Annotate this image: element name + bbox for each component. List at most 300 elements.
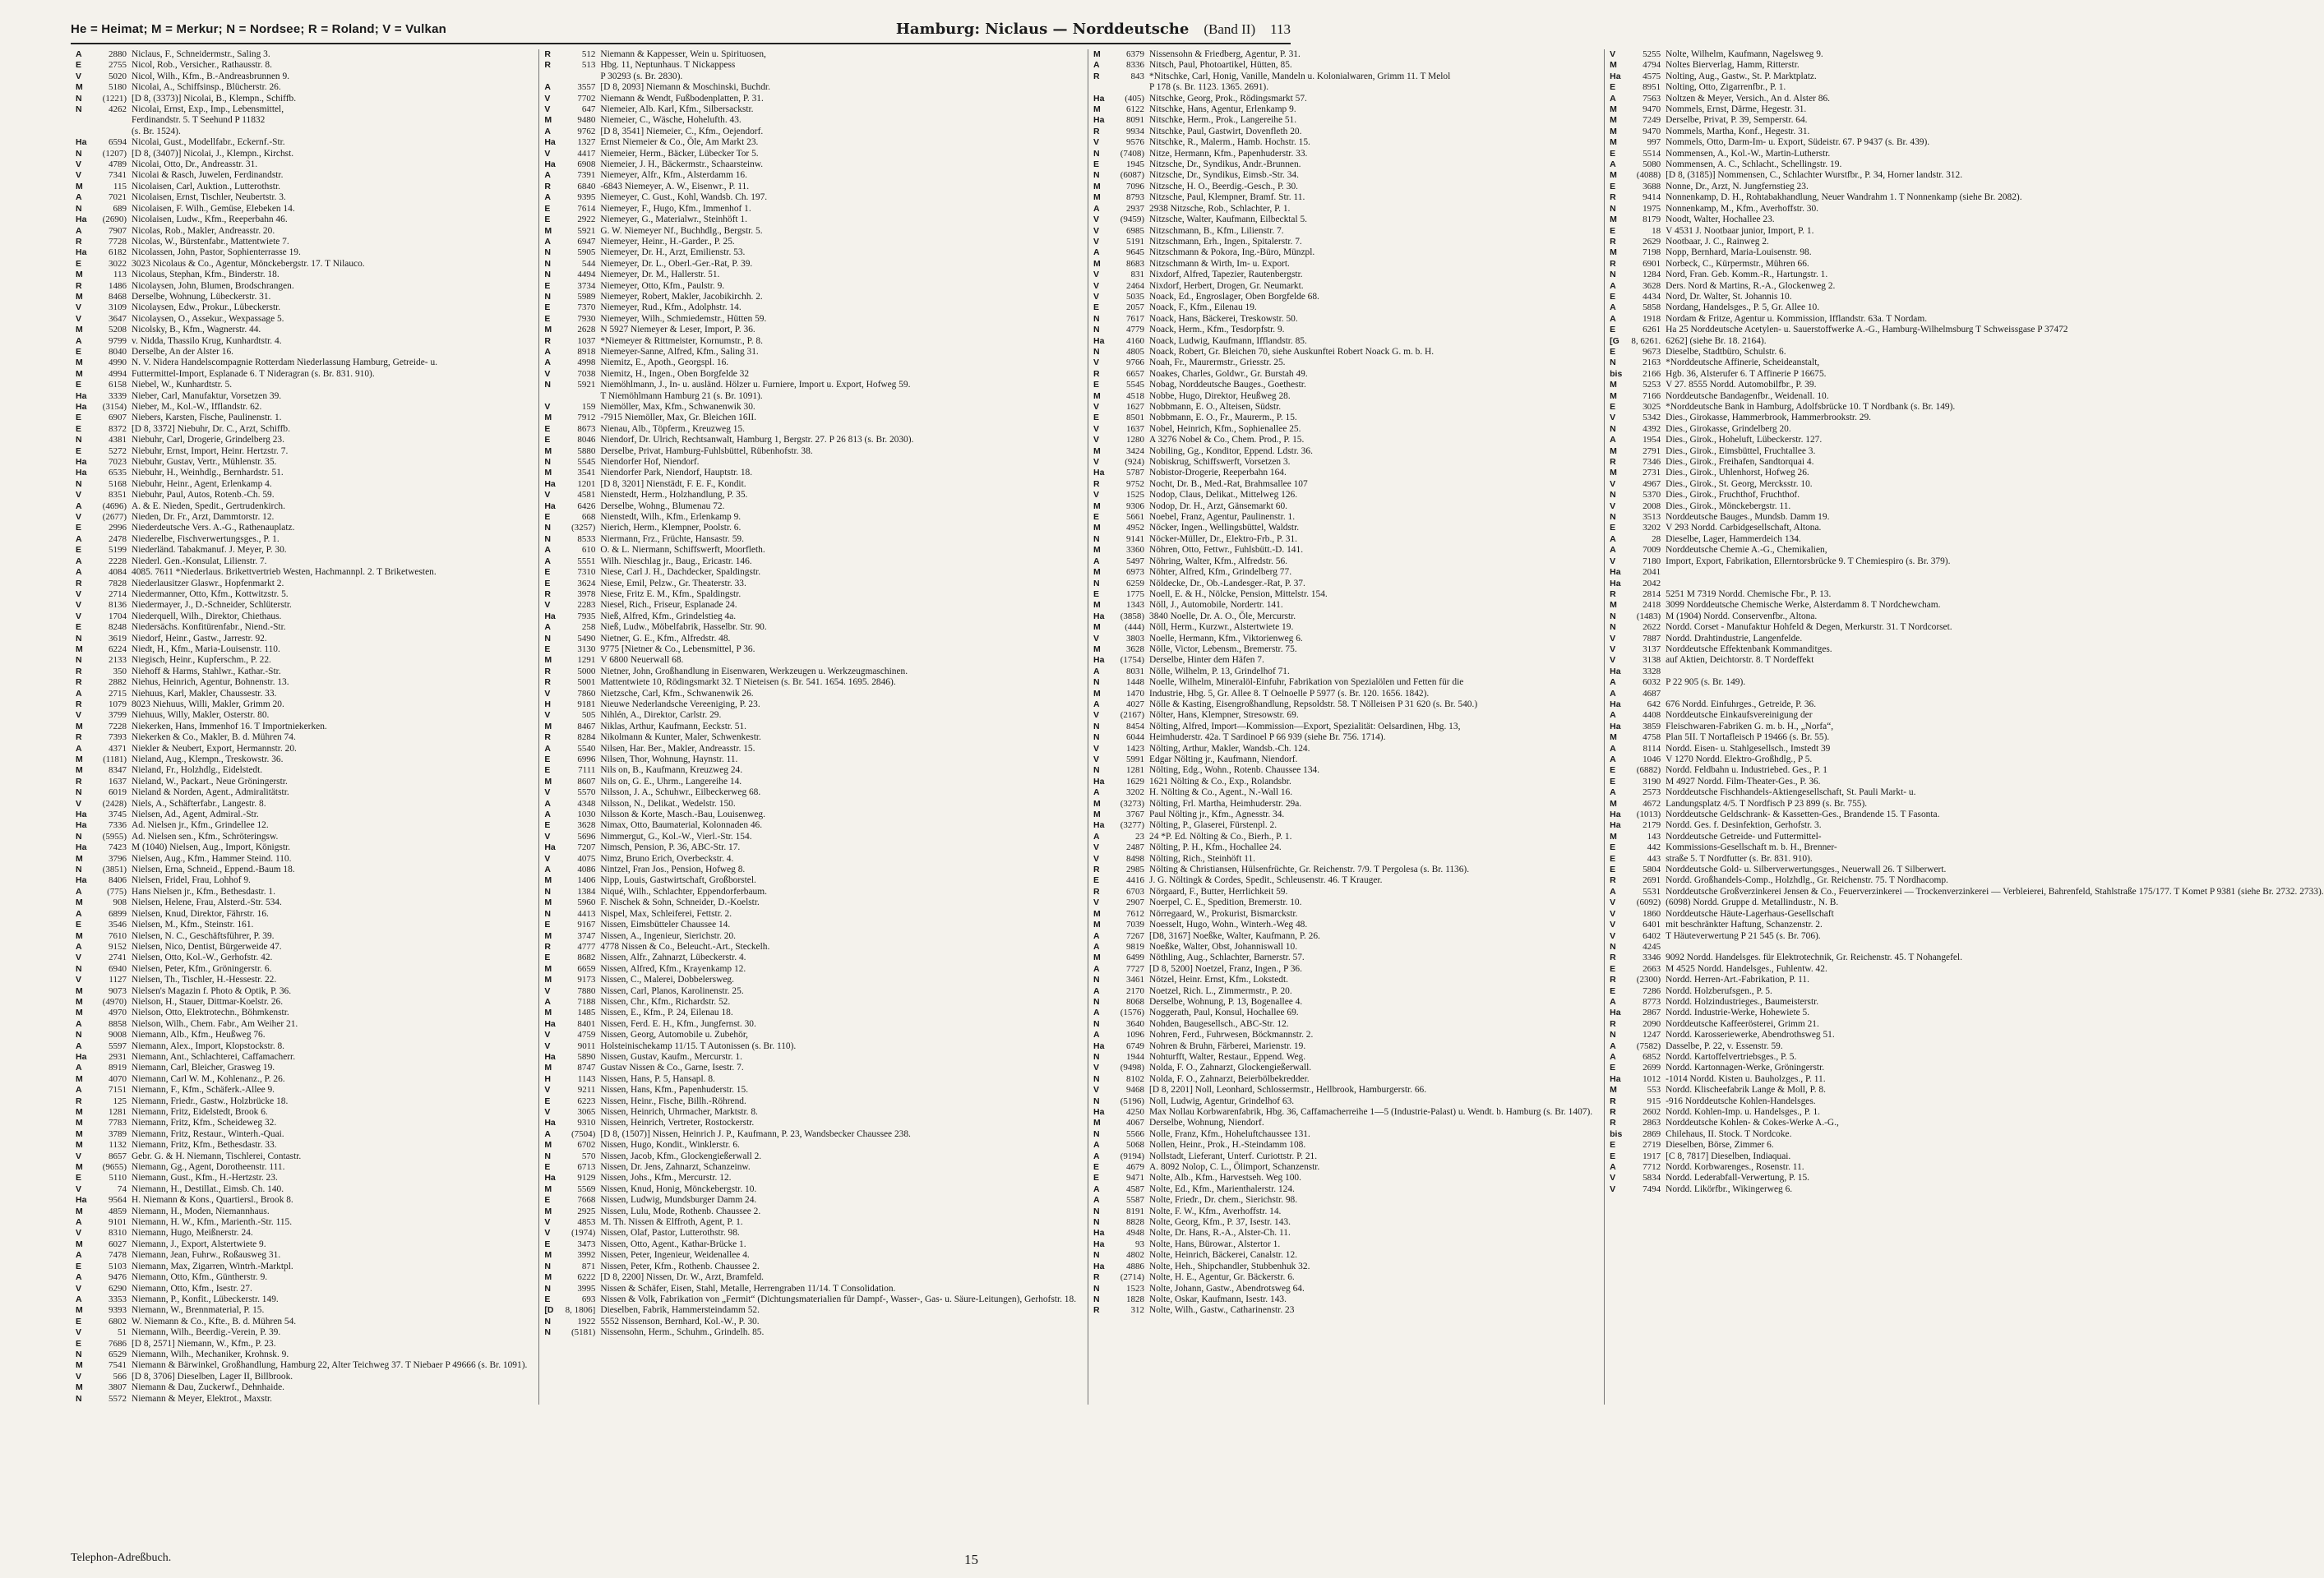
exchange-code: Ha (76, 875, 87, 886)
directory-entry (1093, 567, 1592, 578)
phone-number: 3025 (1643, 402, 1661, 412)
entry-text: Noakes, Charles, Goldwr., Gr. Burstah 49. (1149, 368, 1308, 379)
directory-entry (544, 82, 1076, 93)
phone-number: (3154) (102, 402, 127, 412)
entry-text: Nonne, Dr., Arzt, N. Jungfernstieg 23. (1666, 181, 1809, 191)
phone-number: 7391 (577, 170, 596, 181)
exchange-code: V (1093, 743, 1100, 754)
phone-number: (1013) (1636, 810, 1661, 820)
exchange-code: E (544, 1294, 551, 1304)
phone-number: 3688 (1643, 181, 1661, 191)
directory-entry (544, 281, 1076, 292)
exchange-code: V (1610, 908, 1616, 919)
phone-number: 4805 (1126, 346, 1145, 357)
entry-text: Nobistor-Drogerie, Reeperbahn 164. (1149, 468, 1287, 478)
phone-number: 2922 (577, 215, 596, 225)
directory-entry (1610, 215, 2324, 225)
phone-number: 4416 (1126, 875, 1145, 886)
directory-entry (76, 49, 527, 60)
entry-text: Noetzel, Rich. L., Zimmermstr., P. 20. (1149, 985, 1292, 996)
directory-entry (1093, 634, 1592, 644)
entry-text: Nissen, Peter, Ingenieur, Weidenallee 4. (600, 1250, 750, 1261)
entry-text: Nocht, Dr. B., Med.-Rat, Brahmsallee 107 (1149, 478, 1308, 489)
exchange-code: A (1093, 60, 1100, 71)
exchange-code: E (76, 1338, 82, 1349)
entry-text: 4778 Nissen & Co., Beleucht.-Art., Steckelh. (600, 941, 770, 952)
directory-entry (544, 104, 1076, 115)
phone-number: 1384 (577, 886, 596, 897)
exchange-code: M (544, 1184, 552, 1194)
entry-text: Nöcker, Ingen., Wellingsbüttel, Waldstr. (1149, 523, 1300, 533)
directory-entry (1610, 644, 2324, 655)
entry-text: Niehuus, Willy, Makler, Osterstr. 80. (132, 710, 270, 721)
exchange-code: M (1093, 953, 1101, 963)
exchange-code: M (76, 325, 83, 335)
entry-text: 3840 Noelle, Dr. A. O., Öle, Mercurstr. (1149, 611, 1296, 621)
exchange-code: [G (1610, 335, 1619, 346)
directory-entry (1610, 622, 2324, 633)
phone-number: 9310 (577, 1118, 596, 1128)
entry-text: M. Th. Nissen & Elffroth, Agent, P. 1. (600, 1217, 743, 1228)
phone-number: 5787 (1126, 468, 1145, 478)
entry-text: Nöhter, Alfred, Kfm., Grindelberg 77. (1149, 567, 1292, 578)
directory-entry (1610, 127, 2324, 137)
entry-text: Niemeyer, Otto, Kfm., Paulstr. 9. (600, 280, 725, 291)
directory-entry (1093, 104, 1592, 115)
directory-entry (76, 634, 527, 644)
phone-number: 642 (1647, 699, 1661, 709)
phone-number: 4581 (577, 490, 596, 501)
phone-number: (6092) (1636, 897, 1661, 908)
directory-entry (1093, 60, 1592, 71)
exchange-code: A (1610, 787, 1616, 798)
directory-entry (544, 72, 1076, 82)
phone-number: 9414 (1643, 192, 1661, 203)
directory-entry (1610, 115, 2324, 126)
exchange-code: E (544, 435, 551, 445)
exchange-code: V (1093, 215, 1100, 225)
entry-text: Nimmergut, G., Kol.-W., Vierl.-Str. 154. (600, 831, 752, 842)
entry-text: Nieber, M., Kol.-W., Ifflandstr. 62. (132, 402, 262, 412)
exchange-code: E (1093, 512, 1100, 523)
directory-entry (544, 94, 1076, 104)
phone-number: 5570 (577, 787, 596, 798)
phone-number: 3202 (1643, 523, 1661, 533)
directory-entry (1093, 842, 1592, 853)
directory-entry (544, 215, 1076, 225)
exchange-code: V (76, 975, 82, 985)
entry-text: Nissen, Heinr., Fische, Billh.-Röhrend. (600, 1096, 746, 1106)
exchange-code: V (1093, 457, 1100, 468)
exchange-code: V (76, 1151, 82, 1161)
directory-entry (1610, 953, 2324, 963)
exchange-code: N (1093, 677, 1100, 688)
entry-text: Nicolsky, B., Kfm., Wagnerstr. 44. (132, 325, 261, 335)
entry-text: 3099 Norddeutsche Chemische Werke, Alsterdamm 8. T Nordchewcham. (1666, 600, 1941, 611)
exchange-code: E (76, 1173, 82, 1184)
entry-text: Niemann, W., Brennmaterial, P. 15. (132, 1305, 265, 1316)
directory-entry (1093, 49, 1592, 60)
phone-number: 8031 (1126, 666, 1145, 676)
directory-entry (1610, 1107, 2324, 1118)
entry-text: Niebuhr, Carl, Drogerie, Grindelberg 23. (132, 435, 284, 445)
entry-text: Nilsson, N., Delikat., Wedelstr. 150. (600, 798, 736, 809)
exchange-code: A (76, 886, 82, 897)
phone-number: 1918 (1643, 313, 1661, 324)
entry-text: Nicolaysen, O., Assekur., Wexpassage 5. (132, 313, 284, 324)
directory-entry (1610, 754, 2324, 765)
exchange-code: R (1610, 457, 1616, 468)
exchange-code: A (1093, 1030, 1100, 1040)
exchange-code: N (544, 633, 551, 644)
exchange-code: E (1610, 765, 1616, 776)
directory-entry (544, 622, 1076, 633)
phone-number: 1954 (1643, 435, 1661, 445)
directory-entry (76, 975, 527, 985)
entry-text: [D 8, 3541] Niemeier, C., Kfm., Oejendorf. (600, 126, 764, 136)
exchange-code: E (1093, 1162, 1100, 1173)
entry-text: Niederdeutsche Vers. A.-G., Rathenauplatz. (132, 523, 295, 533)
entry-text: Nielsen, Nico, Dentist, Bürgerweide 47. (132, 941, 282, 952)
directory-entry (1610, 634, 2324, 644)
directory-entry (76, 909, 527, 920)
phone-number: 2863 (1643, 1118, 1661, 1128)
phone-number: 1343 (1126, 600, 1145, 611)
entry-text: Nitzschmann, Erh., Ingen., Spitalerstr. 7. (1149, 236, 1302, 247)
directory-entry (76, 435, 527, 445)
entry-text: Niebuhr, Heinr., Agent, Erlenkamp 4. (132, 478, 272, 489)
phone-number: 544 (581, 258, 596, 269)
phone-number: (5196) (1120, 1096, 1145, 1106)
phone-number: (9194) (1120, 1151, 1145, 1161)
phone-number: 2985 (1126, 865, 1145, 875)
exchange-code: Ha (76, 215, 87, 225)
directory-entry (1610, 159, 2324, 170)
exchange-code: A (76, 567, 82, 578)
directory-entry (1093, 1239, 1592, 1250)
exchange-code: A (1610, 677, 1616, 688)
directory-entry (1610, 865, 2324, 875)
directory-entry (1610, 667, 2324, 677)
directory-entry (76, 810, 527, 820)
exchange-code: Ha (1610, 666, 1621, 676)
directory-entry (1093, 667, 1592, 677)
exchange-code: M (544, 721, 552, 731)
directory-entry (1610, 744, 2324, 754)
exchange-code: V (1093, 137, 1100, 148)
phone-number: 5370 (1643, 490, 1661, 501)
entry-text: 9775 [Nietner & Co., Lebensmittel, P 36. (600, 644, 755, 654)
directory-entry (1093, 314, 1592, 325)
directory-entry (1093, 787, 1592, 798)
exchange-code: Ha (544, 501, 556, 511)
directory-entry (544, 1217, 1076, 1228)
directory-entry (1093, 336, 1592, 347)
entry-text: Nienstedt, Wilh., Kfm., Erlenkamp 9. (600, 512, 742, 523)
exchange-code: A (544, 1128, 551, 1139)
phone-number: 5001 (577, 677, 596, 688)
exchange-code: A (544, 545, 551, 556)
directory-entry (544, 1030, 1076, 1040)
listing-columns (71, 49, 2324, 1405)
exchange-code: M (1093, 920, 1101, 930)
directory-entry (1610, 149, 2324, 159)
phone-number: 4687 (1643, 688, 1661, 699)
exchange-code: N (1093, 996, 1100, 1007)
directory-entry (1610, 842, 2324, 853)
phone-number: 1291 (577, 655, 596, 666)
directory-entry (544, 204, 1076, 215)
exchange-code: M (544, 875, 552, 886)
phone-number: 1030 (577, 810, 596, 820)
phone-number: 8773 (1643, 996, 1661, 1007)
entry-text: Nobbmann, E. O., Fr., Maurerm., P. 15. (1149, 413, 1297, 423)
exchange-code: V (76, 170, 82, 181)
directory-entry (1610, 699, 2324, 710)
directory-entry (1093, 512, 1592, 523)
exchange-code: Ha (1093, 776, 1105, 787)
directory-entry (76, 611, 527, 622)
exchange-code: R (76, 236, 82, 247)
phone-number: (9459) (1120, 215, 1145, 225)
exchange-code: M (1610, 600, 1617, 611)
entry-text: Nolte, Georg, Kfm., P. 37, Isestr. 143. (1149, 1217, 1291, 1228)
exchange-code: E (76, 423, 82, 434)
phone-number: 2996 (109, 523, 127, 533)
entry-text: Ad. Nielsen sen., Kfm., Schröteringsw. (132, 831, 279, 842)
phone-number: 1828 (1126, 1294, 1145, 1304)
phone-number: 1127 (109, 975, 127, 985)
exchange-code: R (1610, 1096, 1616, 1106)
entry-text: Niemann, Wilh., Mechaniker, Krohnsk. 9. (132, 1349, 289, 1359)
phone-number: 3461 (1126, 975, 1145, 985)
exchange-code: N (76, 435, 82, 445)
entry-text: 6262] (siehe Br. 18. 2164). (1666, 335, 1767, 346)
exchange-code: M (1610, 732, 1617, 743)
entry-text: *Niemeyer & Rittmeister, Kornumstr., P. 8. (600, 335, 763, 346)
phone-number: 4084 (109, 567, 127, 578)
exchange-code: Ha (1610, 820, 1621, 831)
phone-number: 6032 (1643, 677, 1661, 688)
phone-number: (7504) (571, 1128, 596, 1139)
phone-number: 3619 (109, 633, 127, 644)
entry-text: Nielson, H., Stauer, Dittmar-Koelstr. 26. (132, 996, 284, 1007)
phone-number: 2090 (1643, 1018, 1661, 1029)
entry-text: Dies., Girok., Hoheluft, Lübeckerstr. 127. (1666, 435, 1823, 445)
exchange-code: V (1610, 655, 1616, 666)
phone-number: 6899 (109, 908, 127, 919)
phone-number: 4371 (109, 743, 127, 754)
directory-entry (1610, 997, 2324, 1008)
directory-entry (1093, 1041, 1592, 1052)
entry-text: Nissen, Otto, Agent., Kathar-Brücke 1. (600, 1239, 746, 1249)
entry-text: Dies., Girokasse, Grindelberg 20. (1666, 423, 1791, 434)
exchange-code: M (1093, 49, 1101, 59)
exchange-code: N (1610, 512, 1616, 523)
directory-entry (76, 1052, 527, 1063)
phone-number: 7668 (577, 1195, 596, 1206)
entry-text: [D8, 3167] Noeßke, Walter, Kaufmann, P. 26. (1149, 930, 1320, 941)
directory-entry (76, 182, 527, 192)
entry-text: Niederlausitzer Glaswr., Hopfenmarkt 2. (132, 578, 284, 588)
phone-number: 4262 (109, 104, 127, 115)
entry-text: Ad. Nielsen jr., Kfm., Grindellee 12. (132, 820, 269, 831)
exchange-code: N (76, 148, 82, 159)
exchange-code: A (1093, 666, 1100, 676)
entry-text: Nobel, Heinrich, Kfm., Sophienallee 25. (1149, 423, 1301, 434)
entry-text: Nolda, F. O., Zahnarzt, Glockengießerwall. (1149, 1063, 1312, 1073)
directory-entry (1610, 765, 2324, 776)
directory-entry (1093, 600, 1592, 611)
directory-entry (544, 170, 1076, 181)
entry-text: Norddeutsche Chemie A.-G., Chemikalien, (1666, 545, 1827, 556)
entry-text: Niemeyer, Rud., Kfm., Adolphstr. 14. (600, 302, 742, 313)
directory-entry (1093, 942, 1592, 953)
phone-number: 1525 (1126, 490, 1145, 501)
directory-entry (1610, 170, 2324, 181)
exchange-code: M (1610, 1085, 1617, 1096)
phone-number: 18 (1652, 225, 1661, 236)
directory-entry (76, 259, 527, 270)
exchange-code: V (1093, 423, 1100, 434)
entry-text: Nordam & Fritze, Agentur u. Kommission, Ifflandstr. 63a. T Nordam. (1666, 313, 1928, 324)
entry-text: H. Niemann & Kons., Quartiersl., Brook 8. (132, 1195, 293, 1206)
phone-number: 4160 (1126, 335, 1145, 346)
directory-entry (76, 887, 527, 897)
exchange-code: M (1093, 1118, 1101, 1128)
entry-text: Nissen, Eimsbütteler Chaussee 14. (600, 920, 731, 930)
entry-text: Nitschke, Herm., Prok., Langereihe 51. (1149, 115, 1297, 126)
entry-text: Nielsen, N. C., Geschäftsführer, P. 39. (132, 930, 275, 941)
entry-text: Nitschke, Hans, Agentur, Erlenkamp 9. (1149, 104, 1296, 115)
entry-text: Nissen, Gustav, Kaufm., Mercurstr. 1. (600, 1051, 742, 1062)
directory-entry (544, 358, 1076, 368)
exchange-code: V (544, 710, 551, 721)
exchange-code: V (1610, 1173, 1616, 1184)
phone-number: 3513 (1643, 512, 1661, 523)
exchange-code: E (1610, 842, 1616, 853)
exchange-code: E (544, 313, 551, 324)
entry-text: Niemann, H. W., Kfm., Marienth.-Str. 115. (132, 1217, 293, 1228)
exchange-code: A (76, 688, 82, 699)
phone-number: 8310 (109, 1228, 127, 1239)
exchange-code: Ha (1093, 468, 1105, 478)
directory-entry (544, 237, 1076, 247)
directory-entry (76, 875, 527, 886)
directory-entry (1610, 986, 2324, 997)
exchange-code: E (544, 215, 551, 225)
exchange-code: M (1610, 390, 1617, 401)
exchange-code: A (76, 1018, 82, 1029)
directory-entry (544, 1140, 1076, 1151)
phone-number: 689 (113, 203, 127, 214)
entry-text: Nobag, Norddeutsche Bauges., Goethestr. (1149, 380, 1306, 390)
entry-text: Noodt, Walter, Hochallee 23. (1666, 215, 1775, 225)
exchange-code: N (544, 1261, 551, 1271)
directory-entry (544, 1294, 1076, 1305)
phone-number: 6499 (1126, 953, 1145, 963)
phone-number: 4434 (1643, 291, 1661, 302)
exchange-code: Ha (76, 820, 87, 831)
exchange-code: Ha (76, 1195, 87, 1206)
phone-number: 4994 (109, 368, 127, 379)
exchange-code: A (544, 798, 551, 809)
entry-text: Niemann, Gg., Agent, Dorotheenstr. 111. (132, 1162, 285, 1173)
entry-text: Nootbaar, J. C., Rainweg 2. (1666, 236, 1769, 247)
exchange-code: R (1093, 126, 1100, 136)
phone-number: 1922 (577, 1316, 596, 1327)
exchange-code: E (76, 413, 82, 423)
entry-text: Nölting, Rich., Steinhöft 11. (1149, 853, 1256, 864)
phone-number: 3789 (109, 1128, 127, 1139)
entry-text: Nilsen, Har. Ber., Makler, Andreasstr. 15. (600, 743, 755, 754)
entry-text: Niemitz, H., Ingen., Oben Borgfelde 32 (600, 368, 750, 379)
phone-number: 5103 (109, 1261, 127, 1271)
phone-number: 8498 (1126, 853, 1145, 864)
page-number: 113 (1270, 21, 1291, 37)
entry-text: Dies., Girokasse, Hammerbrook, Hammerbrookstr. 29. (1666, 413, 1872, 423)
phone-number: 7880 (577, 985, 596, 996)
exchange-code: V (544, 831, 551, 842)
entry-text: Nissen, Hugo, Kondit., Winklerstr. 6. (600, 1140, 740, 1151)
entry-text: Nicolas, W., Bürstenfabr., Mattentwiete 7. (132, 236, 289, 247)
directory-entry (544, 556, 1076, 567)
entry-text: Nölting, Arthur, Makler, Wandsb.-Ch. 124. (1149, 743, 1310, 754)
directory-entry (544, 1305, 1076, 1316)
exchange-code: E (1093, 875, 1100, 886)
phone-number: 566 (113, 1371, 127, 1382)
entry-text: Niemeyer, Robert, Makler, Jacobikirchh. 2. (600, 291, 763, 302)
directory-entry (76, 1151, 527, 1162)
exchange-code: N (544, 457, 551, 468)
entry-text: Chilehaus, II. Stock. T Nordcoke. (1666, 1128, 1792, 1139)
exchange-code: N (76, 203, 82, 214)
directory-entry (1093, 655, 1592, 666)
exchange-code: V (76, 1283, 82, 1294)
directory-entry (1093, 810, 1592, 820)
phone-number: 2791 (1643, 445, 1661, 456)
exchange-code: M (544, 1140, 552, 1151)
entry-text: 3023 Nicolaus & Co., Agentur, Mönckebergstr. 17. T Nilauco. (132, 258, 365, 269)
exchange-code: A (76, 501, 82, 511)
phone-number: 2133 (109, 655, 127, 666)
directory-entry (1093, 920, 1592, 930)
phone-number: (3257) (571, 523, 596, 533)
entry-text: -1014 Nordd. Kisten u. Bauholzges., P. 11. (1666, 1073, 1826, 1084)
exchange-code: M (544, 1206, 552, 1216)
entry-text: Niels, A., Schäfterfabr., Langestr. 8. (132, 798, 266, 809)
entry-text: A 3276 Nobel & Co., Chem. Prod., P. 15. (1149, 435, 1305, 445)
phone-number: 4027 (1126, 699, 1145, 709)
phone-number: 7617 (1126, 313, 1145, 324)
directory-entry (76, 226, 527, 237)
exchange-code: M (1093, 258, 1101, 269)
phone-number: 9476 (109, 1272, 127, 1283)
entry-text: Derselbe, Hinter dem Häfen 7. (1149, 655, 1264, 666)
directory-entry (1610, 722, 2324, 732)
entry-text: Noelle, Hermann, Kfm., Viktorienweg 6. (1149, 633, 1303, 644)
phone-number: 8406 (109, 875, 127, 886)
directory-entry (544, 1173, 1076, 1184)
directory-entry (544, 634, 1076, 644)
entry-text: Dieselben, Börse, Zimmer 6. (1666, 1140, 1774, 1151)
phone-number: 28 (1652, 533, 1661, 544)
phone-number: 4853 (577, 1217, 596, 1228)
directory-entry (1610, 523, 2324, 533)
entry-text: Nopp, Bernhard, Maria-Louisenstr. 98. (1666, 247, 1812, 258)
entry-text: Nolte, Johann, Gastw., Abendrotsweg 64. (1149, 1283, 1305, 1294)
directory-entry (1093, 247, 1592, 258)
